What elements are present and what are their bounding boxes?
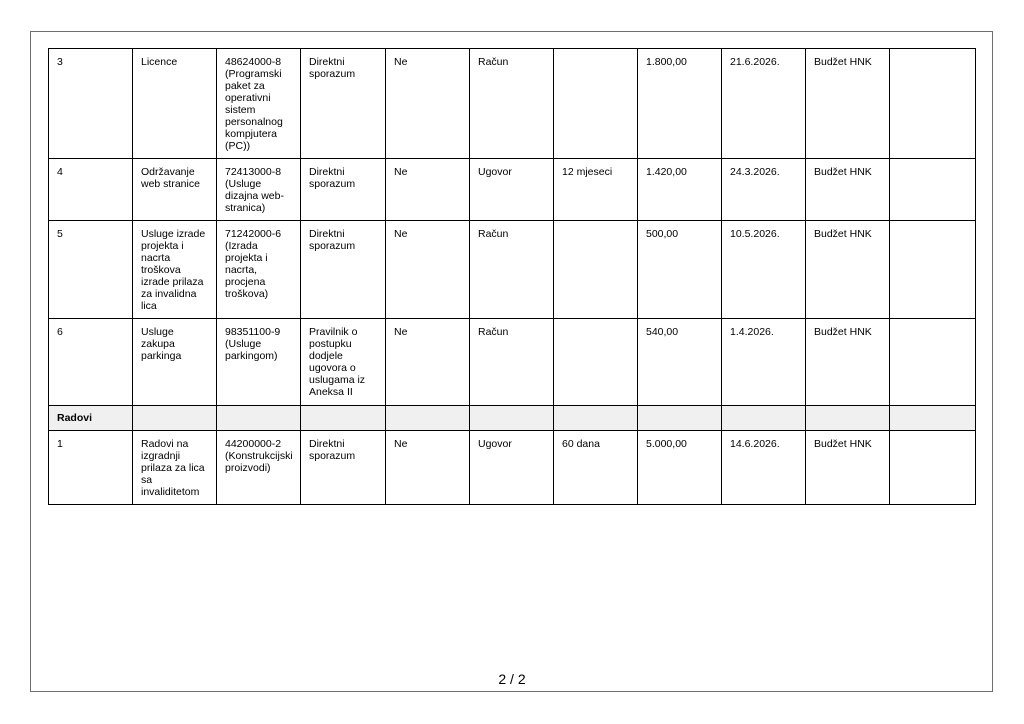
cell-cpv-code: 44200000-2 (Konstrukcijski proizvodi) bbox=[217, 431, 301, 505]
cell-estimated-value: 540,00 bbox=[638, 319, 722, 406]
cell-item-name: Licence bbox=[133, 49, 217, 159]
cell-start-date bbox=[722, 406, 806, 431]
cell-duration bbox=[554, 221, 638, 319]
cell-item-name: Radovi na izgradnji prilaza za lica sa invaliditetom bbox=[133, 431, 217, 505]
cell-contract-type bbox=[470, 406, 554, 431]
cell-cpv-code: 48624000-8 (Programski paket za operativni sistem personalnog kompjutera (PC)) bbox=[217, 49, 301, 159]
cell-duration: 12 mjeseci bbox=[554, 159, 638, 221]
cell-note bbox=[890, 431, 976, 505]
cell-procedure bbox=[301, 406, 386, 431]
cell-start-date: 10.5.2026. bbox=[722, 221, 806, 319]
cell-contract-type: Ugovor bbox=[470, 431, 554, 505]
cell-lots: Ne bbox=[386, 319, 470, 406]
cell-estimated-value: 1.420,00 bbox=[638, 159, 722, 221]
table-row bbox=[49, 319, 976, 406]
cell-note bbox=[890, 159, 976, 221]
cell-procedure: Direktni sporazum bbox=[301, 431, 386, 505]
cell-procedure: Pravilnik o postupku dodjele ugovora o uslugama iz Aneksa II bbox=[301, 319, 386, 406]
cell-duration bbox=[554, 319, 638, 406]
cell-lots: Ne bbox=[386, 159, 470, 221]
cell-row-number: 6 bbox=[49, 319, 133, 406]
cell-procedure: Direktni sporazum bbox=[301, 221, 386, 319]
cell-item-name: Usluge zakupa parkinga bbox=[133, 319, 217, 406]
cell-lots: Ne bbox=[386, 49, 470, 159]
cell-contract-type: Račun bbox=[470, 49, 554, 159]
cell-item-name: Usluge izrade projekta i nacrta troškova izrade prilaza za invalidna lica bbox=[133, 221, 217, 319]
cell-estimated-value: 500,00 bbox=[638, 221, 722, 319]
page-number: 2 / 2 bbox=[498, 671, 526, 687]
cell-row-number: 3 bbox=[49, 49, 133, 159]
cell-duration bbox=[554, 49, 638, 159]
cell-lots: Ne bbox=[386, 221, 470, 319]
cell-contract-type: Račun bbox=[470, 221, 554, 319]
cell-cpv-code: 72413000-8 (Usluge dizajna web- stranica) bbox=[217, 159, 301, 221]
cell-estimated-value bbox=[638, 406, 722, 431]
cell-estimated-value: 1.800,00 bbox=[638, 49, 722, 159]
cell-item-name bbox=[133, 406, 217, 431]
cell-note bbox=[890, 319, 976, 406]
cell-start-date: 1.4.2026. bbox=[722, 319, 806, 406]
cell-row-number: 5 bbox=[49, 221, 133, 319]
cell-note bbox=[890, 406, 976, 431]
cell-item-name: Održavanje web stranice bbox=[133, 159, 217, 221]
cell-row-number: 1 bbox=[49, 431, 133, 505]
cell-note bbox=[890, 49, 976, 159]
table-row bbox=[49, 49, 976, 159]
cell-cpv-code: 98351100-9 (Usluge parkingom) bbox=[217, 319, 301, 406]
cell-funding-source: Budžet HNK bbox=[806, 319, 890, 406]
table-row bbox=[49, 221, 976, 319]
cell-lots bbox=[386, 406, 470, 431]
cell-duration bbox=[554, 406, 638, 431]
cell-funding-source: Budžet HNK bbox=[806, 431, 890, 505]
cell-cpv-code: 71242000-6 (Izrada projekta i nacrta, procjena troškova) bbox=[217, 221, 301, 319]
cell-start-date: 21.6.2026. bbox=[722, 49, 806, 159]
cell-row-number: 4 bbox=[49, 159, 133, 221]
cell-funding-source: Budžet HNK bbox=[806, 159, 890, 221]
cell-funding-source: Budžet HNK bbox=[806, 49, 890, 159]
table-row bbox=[49, 431, 976, 505]
cell-contract-type: Račun bbox=[470, 319, 554, 406]
cell-funding-source: Budžet HNK bbox=[806, 221, 890, 319]
table-row bbox=[49, 159, 976, 221]
cell-cpv-code bbox=[217, 406, 301, 431]
cell-lots: Ne bbox=[386, 431, 470, 505]
section-title: Radovi bbox=[49, 406, 133, 431]
procurement-plan-table bbox=[48, 48, 976, 505]
cell-contract-type: Ugovor bbox=[470, 159, 554, 221]
cell-start-date: 14.6.2026. bbox=[722, 431, 806, 505]
cell-procedure: Direktni sporazum bbox=[301, 159, 386, 221]
cell-procedure: Direktni sporazum bbox=[301, 49, 386, 159]
cell-start-date: 24.3.2026. bbox=[722, 159, 806, 221]
cell-funding-source bbox=[806, 406, 890, 431]
cell-estimated-value: 5.000,00 bbox=[638, 431, 722, 505]
cell-note bbox=[890, 221, 976, 319]
cell-duration: 60 dana bbox=[554, 431, 638, 505]
section-row bbox=[49, 406, 976, 431]
